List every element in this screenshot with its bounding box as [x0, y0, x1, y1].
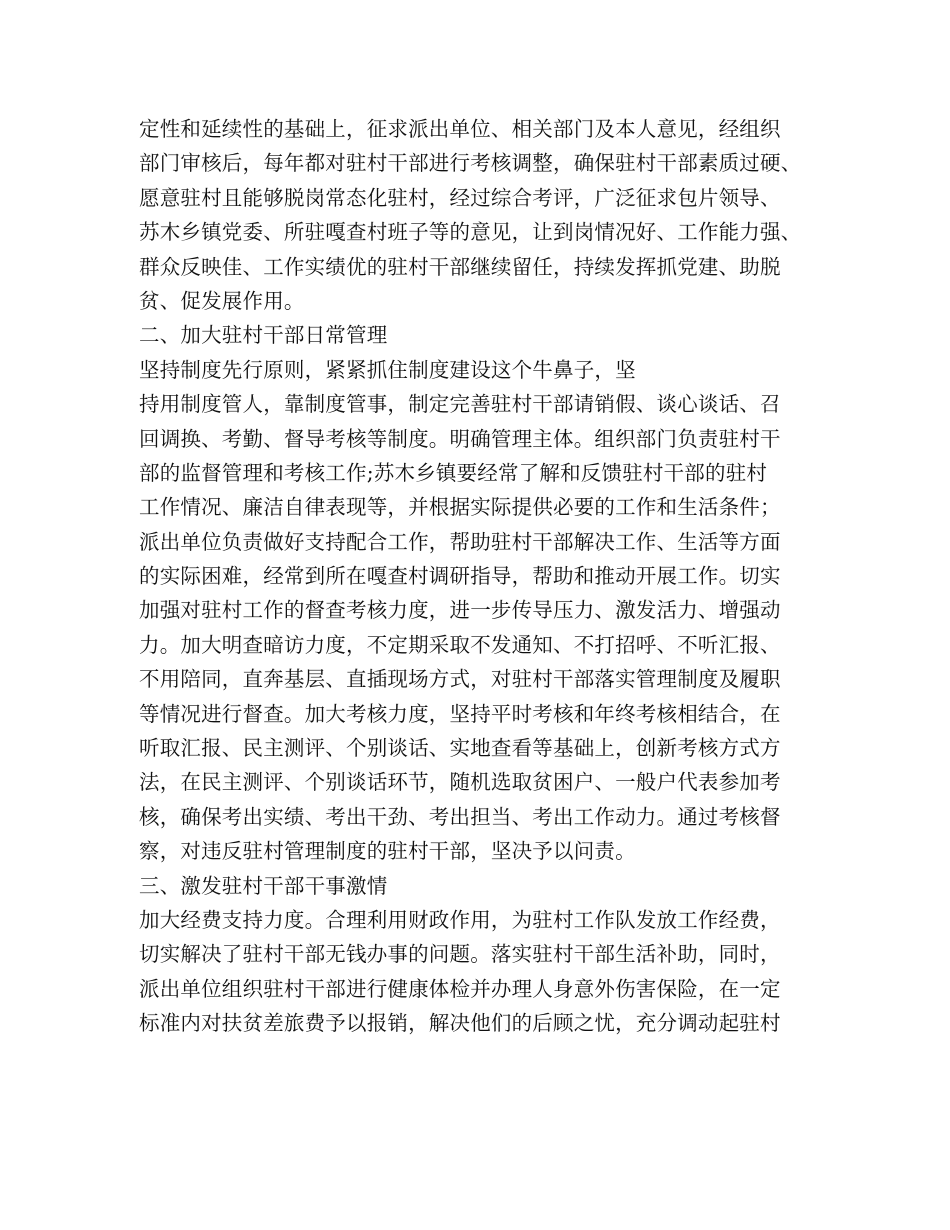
text-line: 派出单位组织驻村干部进行健康体检并办理人身意外伤害保险，在一定: [139, 976, 781, 1001]
text-line: 加强对驻村工作的督查考核力度，进一步传导压力、激发活力、增强动: [139, 598, 781, 623]
text-line: 坚持制度先行原则，紧紧抓住制度建设这个牛鼻子，坚: [139, 357, 636, 382]
text-line: 定性和延续性的基础上，征求派出单位、相关部门及本人意见，经组织: [139, 117, 781, 141]
text-line: 的实际困难，经常到所在嘎查村调研指导，帮助和推动开展工作。切实: [139, 564, 781, 589]
text-line: 愿意驻村且能够脱岗常态化驻村，经过综合考评，广泛征求包片领导、: [139, 185, 781, 210]
text-line: 察，对违反驻村管理制度的驻村干部，坚决予以问责。: [139, 839, 636, 864]
section-heading: 二、加大驻村干部日常管理: [139, 323, 388, 348]
text-line: 听取汇报、民主测评、个别谈话、实地查看等基础上，创新考核方式方: [139, 736, 781, 761]
text-line: 工作情况、廉洁自律表现等，并根据实际提供必要的工作和生活条件；: [139, 495, 781, 520]
text-line: 持用制度管人，靠制度管事，制定完善驻村干部请销假、谈心谈话、召: [139, 392, 781, 417]
section-heading: 三、激发驻村干部干事激情: [139, 873, 388, 898]
text-line: 核，确保考出实绩、考出干劲、考出担当、考出工作动力。通过考核督: [139, 804, 781, 829]
document-body: [139, 112, 819, 1041]
text-line: 法，在民主测评、个别谈话环节，随机选取贫困户、一般户代表参加考: [139, 770, 781, 795]
text-line: 等情况进行督查。加大考核力度，坚持平时考核和年终考核相结合，在: [139, 701, 781, 726]
text-line: 贫、促发展作用。: [139, 288, 305, 313]
text-line: 标准内对扶贫差旅费予以报销，解决他们的后顾之忧，充分调动起驻村: [139, 1011, 781, 1036]
text-line: 派出单位负责做好支持配合工作，帮助驻村干部解决工作、生活等方面: [139, 529, 781, 554]
text-line: 部的监督管理和考核工作;苏木乡镇要经常了解和反馈驻村干部的驻村: [139, 460, 768, 485]
text-line: 部门审核后，每年都对驻村干部进行考核调整，确保驻村干部素质过硬、: [139, 151, 802, 176]
text-line: 切实解决了驻村干部无钱办事的问题。落实驻村干部生活补助，同时，: [139, 942, 781, 967]
text-line: 苏木乡镇党委、所驻嘎查村班子等的意见，让到岗情况好、工作能力强、: [139, 220, 802, 245]
text-line: 回调换、考勤、督导考核等制度。明确管理主体。组织部门负责驻村干: [139, 426, 781, 451]
text-line: 加大经费支持力度。合理利用财政作用，为驻村工作队发放工作经费，: [139, 907, 781, 932]
text-line: 群众反映佳、工作实绩优的驻村干部继续留任，持续发挥抓党建、助脱: [139, 254, 781, 279]
text-line: 力。加大明查暗访力度，不定期采取不发通知、不打招呼、不听汇报、: [139, 632, 781, 657]
text-line: 不用陪同，直奔基层、直插现场方式，对驻村干部落实管理制度及履职: [139, 667, 781, 692]
